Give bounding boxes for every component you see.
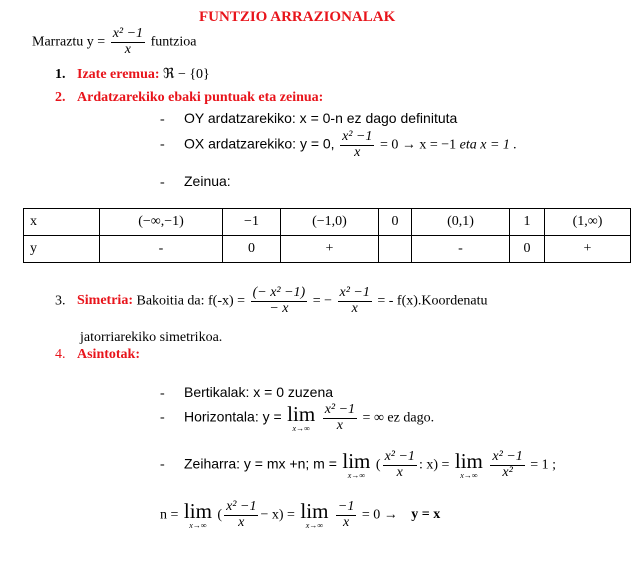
s3-fraction-1 — [251, 286, 308, 316]
s4-horiz-num: x² −1 — [324, 402, 356, 417]
s4-n-mid: − x) = — [260, 507, 295, 523]
s4-n-num: −1 — [337, 499, 355, 514]
table-x-label: x — [24, 209, 100, 236]
s2-label: Ardatzarekiko ebaki puntuak eta zeinua: — [77, 90, 324, 105]
s3-label: Simetria: — [77, 293, 133, 309]
page-title: FUNTZIO ARRAZIONALAK — [199, 9, 396, 25]
s4-obl-after: = 1 ; — [530, 457, 557, 473]
s4-n-den-1: x — [238, 514, 245, 530]
s4-n-fraction-1 — [224, 500, 258, 530]
s3-eq-neg: = − — [312, 293, 333, 309]
table-row-x — [24, 209, 631, 236]
s4-n-num-1: x² −1 — [226, 499, 257, 514]
section-2-heading — [55, 90, 323, 106]
lim-sub: x→∞ — [460, 470, 478, 480]
s3-f2-num: x² −1 — [339, 285, 370, 300]
s4-oblique-line: - Zeiharra: y = mx +n; m = lim x→∞ ( $\frac{\text{x² −1}}{x}$ : x) = lim x→∞ $\frac{\text{x² −1}}{\text{x²}}$ = 1 ; — [160, 448, 557, 480]
s4-obl-den: x — [396, 464, 403, 480]
s4-n-fraction-2 — [336, 500, 356, 530]
s4-horiz-fraction — [323, 403, 357, 433]
table-cell: - — [100, 236, 223, 263]
table-cell: - — [412, 236, 510, 263]
intro-fraction — [111, 27, 145, 57]
s4-horiz-line: - Horizontala: y = lim x→∞ $\frac{\text{x² −1}}{x}$ = ∞ ez dago. — [160, 401, 435, 433]
table-cell: 0 — [223, 236, 281, 263]
s4-n-after: = 0 → — [361, 507, 398, 523]
intro-line — [32, 27, 196, 57]
s3-f1-num: (− x² −1) — [252, 285, 306, 300]
s4-n-open: ( — [217, 507, 223, 523]
s3-f1-den: − x — [269, 300, 289, 316]
limit-symbol — [300, 498, 329, 530]
s4-obl-den2: x² — [502, 464, 513, 480]
s4-vert: Bertikalak: x = 0 zuzena — [184, 384, 334, 400]
section-3 — [55, 286, 488, 316]
s3-text-1: Bakoitia da: f(-x) = — [136, 293, 246, 309]
table-cell: + — [281, 236, 379, 263]
limit-symbol — [454, 448, 483, 480]
s4-n-line — [160, 500, 440, 530]
s4-obl-num: x² −1 — [384, 449, 415, 464]
limit-symbol — [342, 448, 371, 480]
s2-ox-before: OX ardatzarekiko: y = 0, — [184, 135, 335, 152]
s4-n-result: y = x — [411, 507, 441, 523]
section-1 — [55, 66, 210, 83]
s2-ox-line: - OX ardatzarekiko: y = 0, $\frac{\text{x² −1}}{x}$ = 0 → x = −1 eta x = 1 . — [160, 129, 517, 160]
s4-obl-fraction-2 — [490, 450, 524, 480]
s4-horiz-after: = ∞ ez dago. — [362, 410, 435, 426]
s2-oy: OY ardatzarekiko: x = 0-n ez dago definituta — [184, 110, 458, 126]
table-cell: (−1,0) — [281, 209, 379, 236]
s2-ox-after-1: = 0 → x = −1 — [379, 137, 457, 153]
s2-ox-after-2: x = 1 . — [480, 137, 517, 153]
s2-oy-line: - OY ardatzarekiko: x = 0-n ez dago definituta — [160, 110, 458, 127]
lim-sub: x→∞ — [347, 470, 366, 480]
s4-n-before: n = — [160, 507, 179, 523]
s4-obl-before: Zeiharra: y = mx +n; m = — [184, 455, 337, 472]
s4-number: 4. — [55, 347, 66, 362]
lim-sub: x→∞ — [189, 520, 207, 530]
s2-number: 2. — [55, 90, 66, 105]
s4-obl-fraction-1 — [383, 450, 417, 480]
lim-word: lim — [300, 498, 329, 523]
intro-after: funtzioa — [150, 34, 197, 50]
s4-n-den: x — [343, 514, 350, 530]
s2-ox-eta: eta — [459, 137, 477, 153]
sign-table — [23, 208, 631, 263]
table-cell: 1 — [510, 209, 545, 236]
table-cell: (1,∞) — [545, 209, 631, 236]
section-4-heading — [55, 347, 140, 363]
table-cell: (−∞,−1) — [100, 209, 223, 236]
table-row-y — [24, 236, 631, 263]
s1-label: Izate eremua: — [77, 67, 160, 82]
lim-word: lim — [454, 448, 483, 473]
limit-symbol — [183, 498, 212, 530]
s3-line-2: jatorriarekiko simetrikoa. — [80, 330, 223, 345]
limit-symbol — [287, 401, 316, 433]
s4-horiz-before: Horizontala: y = — [184, 408, 282, 425]
table-cell: 0 — [379, 209, 412, 236]
s4-vert-line: - Bertikalak: x = 0 zuzena — [160, 384, 334, 401]
lim-word: lim — [183, 498, 212, 523]
s1-number: 1. — [55, 67, 66, 82]
intro-den: x — [124, 41, 131, 57]
lim-word: lim — [287, 401, 316, 426]
s2-ox-num: x² −1 — [342, 129, 373, 144]
lim-word: lim — [342, 448, 371, 473]
s2-sign-line: - Zeinua: — [160, 173, 231, 190]
table-cell: −1 — [223, 209, 281, 236]
table-cell: 0 — [510, 236, 545, 263]
table-cell: + — [545, 236, 631, 263]
s4-obl-num2: x² −1 — [492, 449, 523, 464]
s4-horiz-den: x — [336, 417, 343, 433]
table-cell: (0,1) — [412, 209, 510, 236]
s4-obl-mid: : x) = — [418, 457, 450, 473]
s4-label: Asintotak: — [77, 347, 141, 362]
lim-sub: x→∞ — [292, 423, 310, 433]
s3-number: 3. — [55, 293, 66, 309]
table-y-label: y — [24, 236, 100, 263]
s3-f2-den: x — [351, 300, 358, 316]
intro-num: x² −1 — [112, 26, 144, 41]
s3-text-2: = - f(x).Koordenatu — [377, 293, 488, 309]
table-cell — [379, 236, 412, 263]
s2-ox-fraction — [340, 130, 374, 160]
s4-obl-open: ( — [375, 457, 381, 473]
s1-value: ℜ − {0} — [163, 67, 210, 82]
intro-before: Marraztu y = — [32, 34, 106, 50]
s2-ox-den: x — [354, 144, 361, 160]
lim-sub: x→∞ — [305, 520, 324, 530]
s3-fraction-2 — [338, 286, 372, 316]
s2-sign-label: Zeinua: — [184, 173, 231, 189]
